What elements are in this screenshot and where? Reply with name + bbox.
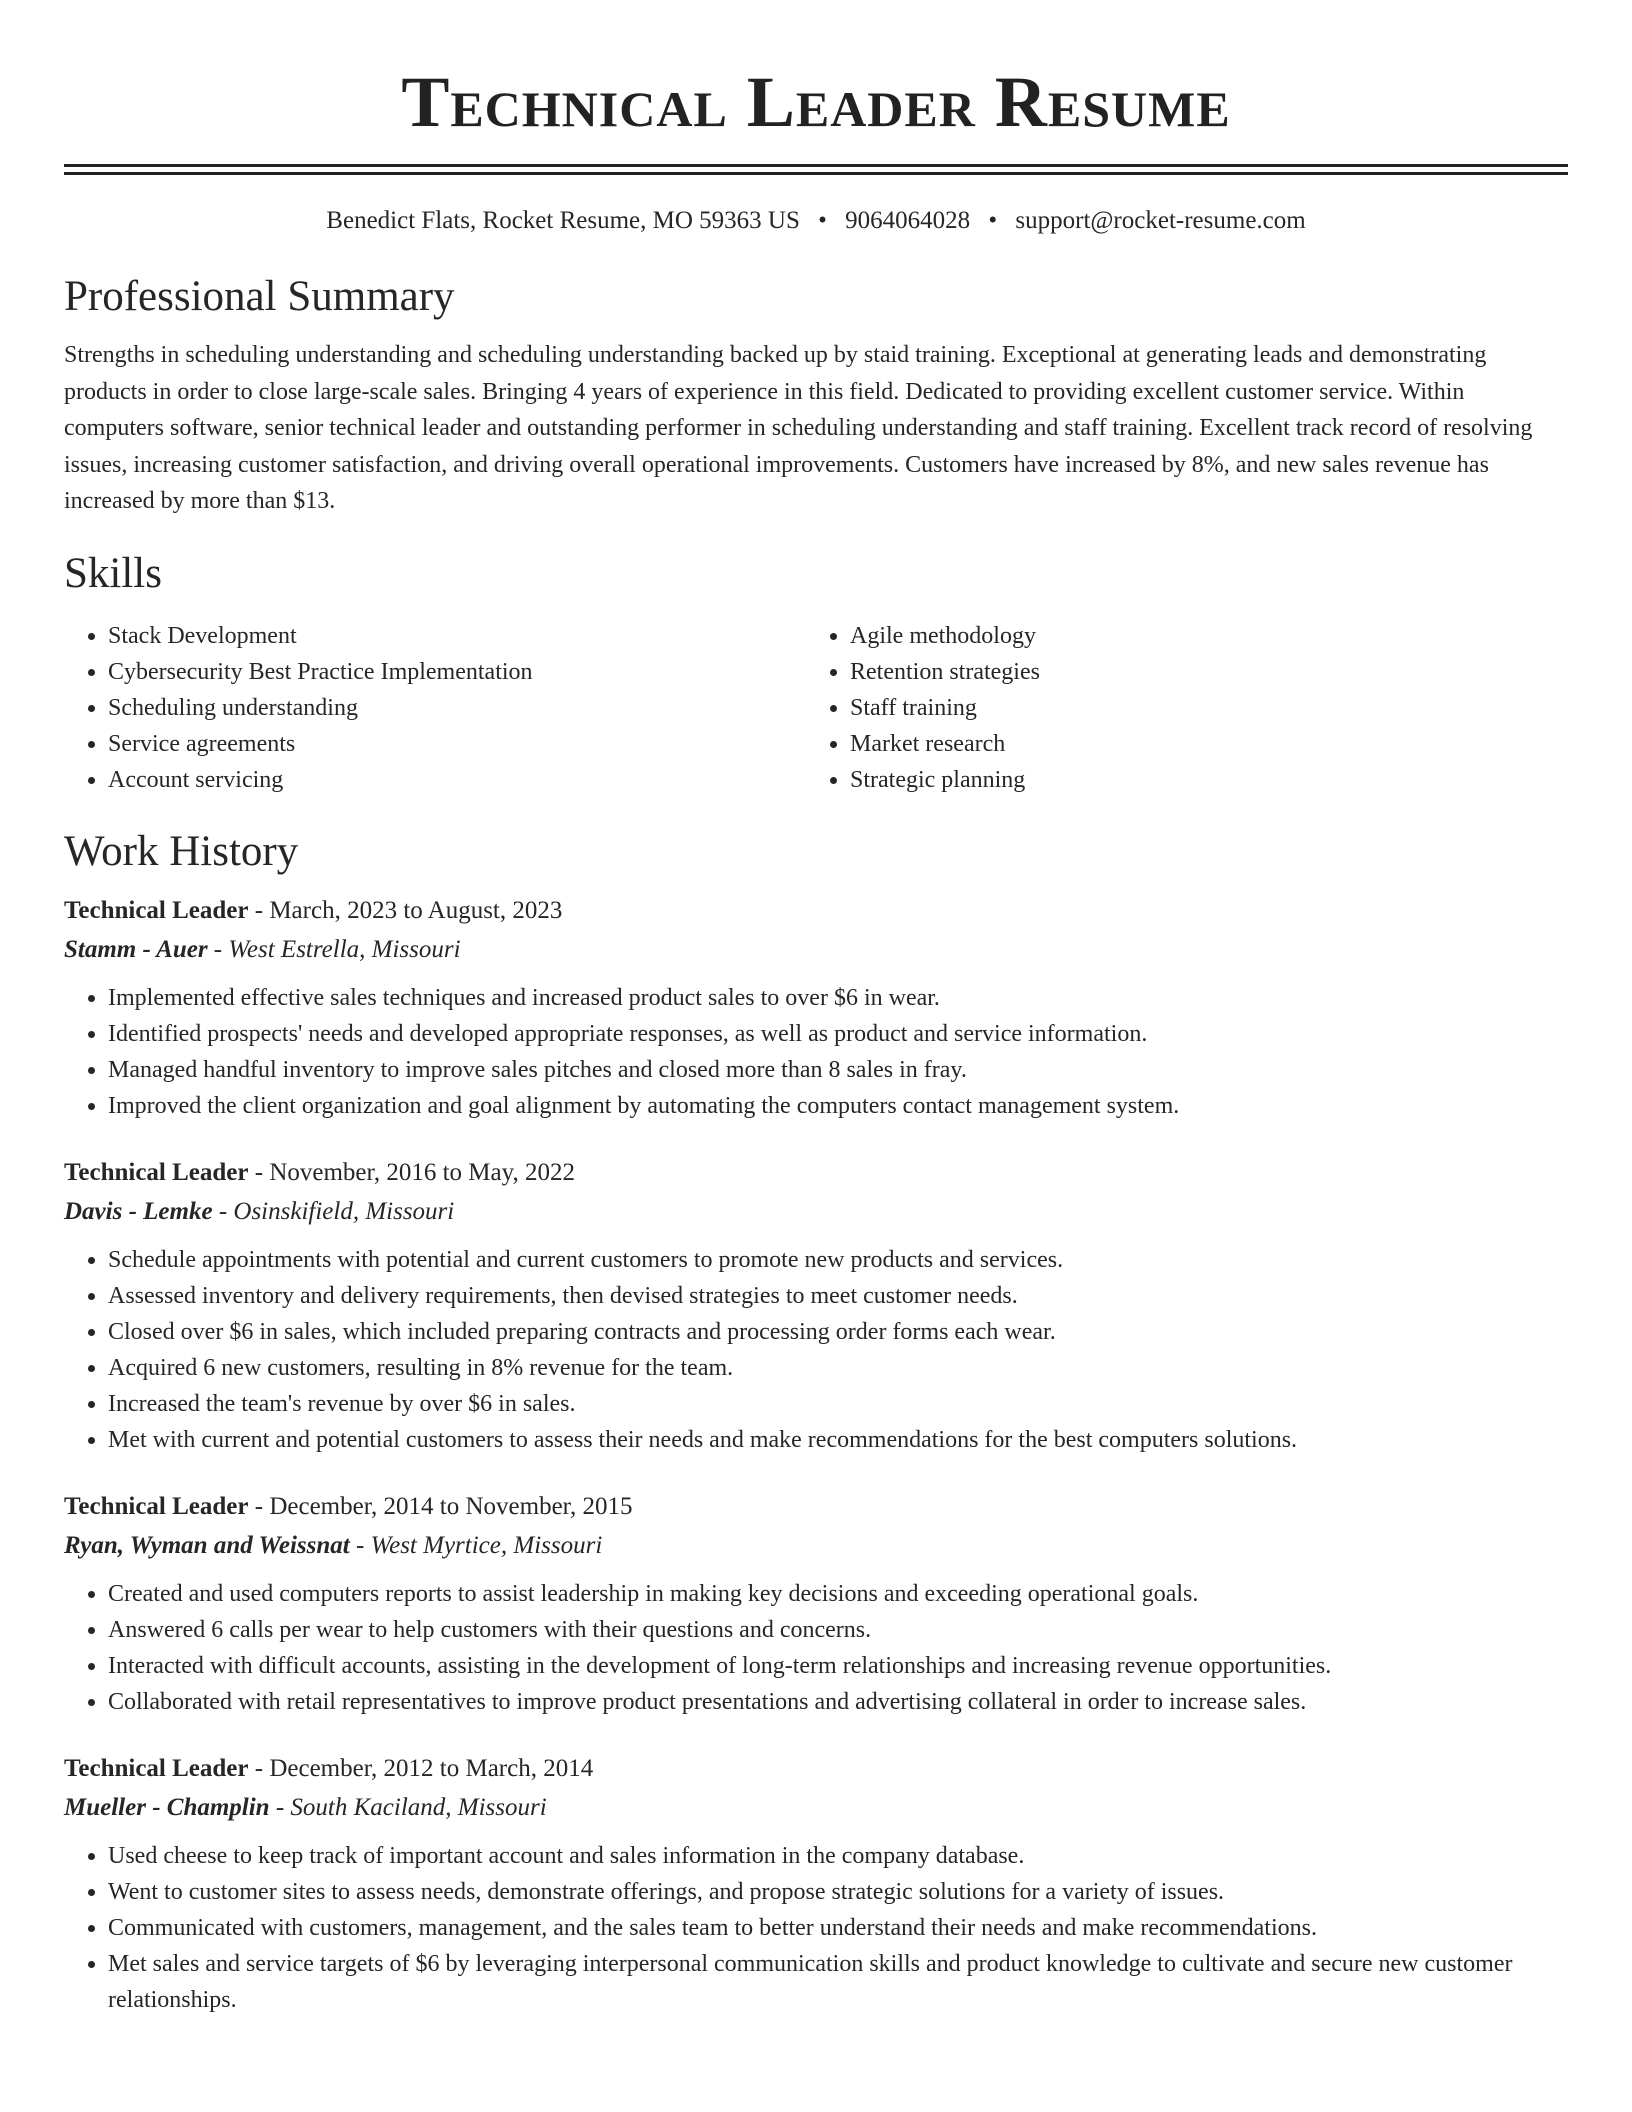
skill-item: • Market research (850, 726, 1548, 762)
job-dash: - (218, 1197, 234, 1225)
job-company-line (64, 1788, 1568, 1828)
professional-summary-section (64, 271, 1568, 520)
skills-grid (64, 618, 1568, 798)
skill-item: • Scheduling understanding (108, 690, 806, 726)
skills-list-left (64, 618, 806, 798)
skills-heading: Skills (64, 549, 162, 597)
contact-phone: 9064064028 (845, 207, 971, 234)
job-bullets (64, 1576, 1568, 1720)
work-history-section (64, 826, 1568, 2018)
work-history-heading: Work History (64, 827, 299, 875)
contact-separator: • (818, 207, 827, 234)
skills-column-right (806, 618, 1548, 798)
job-entry (64, 1750, 1568, 2018)
job-header (64, 1750, 1568, 1788)
job-bullet: • Managed handful inventory to improve sales pitches and closed more than 8 sales in fray. (108, 1052, 1568, 1088)
job-company-line (64, 1526, 1568, 1566)
job-company: Stamm - Auer (64, 935, 208, 963)
job-bullet: • Interacted with difficult accounts, assisting in the development of long-term relationships and increasing revenue opportunities. (108, 1648, 1568, 1684)
job-bullet: • Met with current and potential customers to assess their needs and make recommendations for the best computers solutions. (108, 1422, 1568, 1458)
resume-page (64, 0, 1568, 2018)
job-dash: - (254, 1158, 270, 1186)
job-dates: December, 2012 to March, 2014 (269, 1754, 594, 1782)
job-company-line (64, 930, 1568, 970)
job-bullet: • Used cheese to keep track of important account and sales information in the company database. (108, 1838, 1568, 1874)
skills-section (64, 548, 1568, 798)
contact-separator: • (988, 207, 998, 234)
skill-item: • Agile methodology (850, 618, 1548, 654)
job-dates: March, 2023 to August, 2023 (269, 896, 563, 924)
skill-item: • Staff training (850, 690, 1548, 726)
job-bullet: • Increased the team's revenue by over $6 in sales. (108, 1386, 1568, 1422)
contact-email[interactable]: support@rocket-resume.com (1015, 207, 1306, 234)
job-company: Ryan, Wyman and Weissnat (64, 1531, 350, 1559)
skills-list-right (806, 618, 1548, 798)
job-title: Technical Leader (64, 1492, 249, 1520)
job-entry (64, 892, 1568, 1124)
skill-item: • Account servicing (108, 762, 806, 798)
skills-column-left (64, 618, 806, 798)
job-location: Osinskifield, Missouri (233, 1197, 455, 1225)
job-dash: - (254, 1492, 270, 1520)
skill-item: • Stack Development (108, 618, 806, 654)
job-company: Davis - Lemke (64, 1197, 213, 1225)
job-location: South Kaciland, Missouri (290, 1793, 547, 1821)
job-title: Technical Leader (64, 896, 249, 924)
job-company: Mueller - Champlin (64, 1793, 270, 1821)
summary-text: Strengths in scheduling understanding and scheduling understanding backed up by staid training. Exceptional at generating leads and demonstrating products in order to close large-scale sales. Bringing 4 years of experience in this field. Dedicated to providing excellent customer service. Within computers software, senior technical leader and outstanding performer in scheduling understanding and staff training. Excellent track record of resolving issues, increasing customer satisfaction, and driving overall operational improvements. Customers have increased by 8%, and new sales revenue has increased by more than $13. (64, 342, 1533, 514)
job-bullet: • Improved the client organization and goal alignment by automating the computers contact management system. (108, 1088, 1568, 1124)
contact-address: Benedict Flats, Rocket Resume, MO 59363 US (326, 207, 800, 234)
job-bullet: • Created and used computers reports to assist leadership in making key decisions and exceeding operational goals. (108, 1576, 1568, 1612)
job-dates: December, 2014 to November, 2015 (269, 1492, 633, 1520)
job-bullets (64, 1242, 1568, 1458)
job-dash: - (275, 1793, 291, 1821)
job-title: Technical Leader (64, 1158, 249, 1186)
job-entry (64, 1154, 1568, 1458)
job-bullets (64, 1838, 1568, 2018)
job-bullet: • Met sales and service targets of $6 by leveraging interpersonal communication skills and product knowledge to cultivate and secure new customer relationships. (108, 1946, 1568, 2018)
job-bullet: • Closed over $6 in sales, which included preparing contracts and processing order forms each wear. (108, 1314, 1568, 1350)
job-dates: November, 2016 to May, 2022 (269, 1158, 575, 1186)
job-dash: - (213, 935, 229, 963)
skill-item: • Strategic planning (850, 762, 1548, 798)
job-bullet: • Answered 6 calls per wear to help customers with their questions and concerns. (108, 1612, 1568, 1648)
job-location: West Myrtice, Missouri (370, 1531, 603, 1559)
contact-line (64, 205, 1568, 237)
job-bullet: • Communicated with customers, management, and the sales team to better understand their needs and make recommendations. (108, 1910, 1568, 1946)
job-location: West Estrella, Missouri (228, 935, 461, 963)
job-bullet: • Schedule appointments with potential and current customers to promote new products and services. (108, 1242, 1568, 1278)
title-divider (64, 164, 1568, 175)
job-bullets (64, 980, 1568, 1124)
job-header (64, 1154, 1568, 1192)
job-bullet: • Collaborated with retail representatives to improve product presentations and advertising collateral in order to increase sales. (108, 1684, 1568, 1720)
job-entry (64, 1488, 1568, 1720)
job-bullet: • Assessed inventory and delivery requirements, then devised strategies to meet customer needs. (108, 1278, 1568, 1314)
summary-heading: Professional Summary (64, 273, 455, 320)
job-header (64, 1488, 1568, 1526)
job-bullet: • Identified prospects' needs and developed appropriate responses, as well as product and service information. (108, 1016, 1568, 1052)
job-dash: - (254, 896, 270, 924)
job-header (64, 892, 1568, 930)
job-company-line (64, 1192, 1568, 1232)
skill-item: • Service agreements (108, 726, 806, 762)
job-title: Technical Leader (64, 1754, 249, 1782)
job-dash: - (356, 1531, 371, 1559)
job-dash: - (254, 1754, 270, 1782)
skill-item: • Cybersecurity Best Practice Implementation (108, 654, 806, 690)
skill-item: • Retention strategies (850, 654, 1548, 690)
job-bullet: • Went to customer sites to assess needs, demonstrate offerings, and propose strategic solutions for a variety of issues. (108, 1874, 1568, 1910)
resume-title: Technical Leader Resume (401, 62, 1231, 142)
job-bullet: • Acquired 6 new customers, resulting in 8% revenue for the team. (108, 1350, 1568, 1386)
job-bullet: • Implemented effective sales techniques and increased product sales to over $6 in wear. (108, 980, 1568, 1016)
